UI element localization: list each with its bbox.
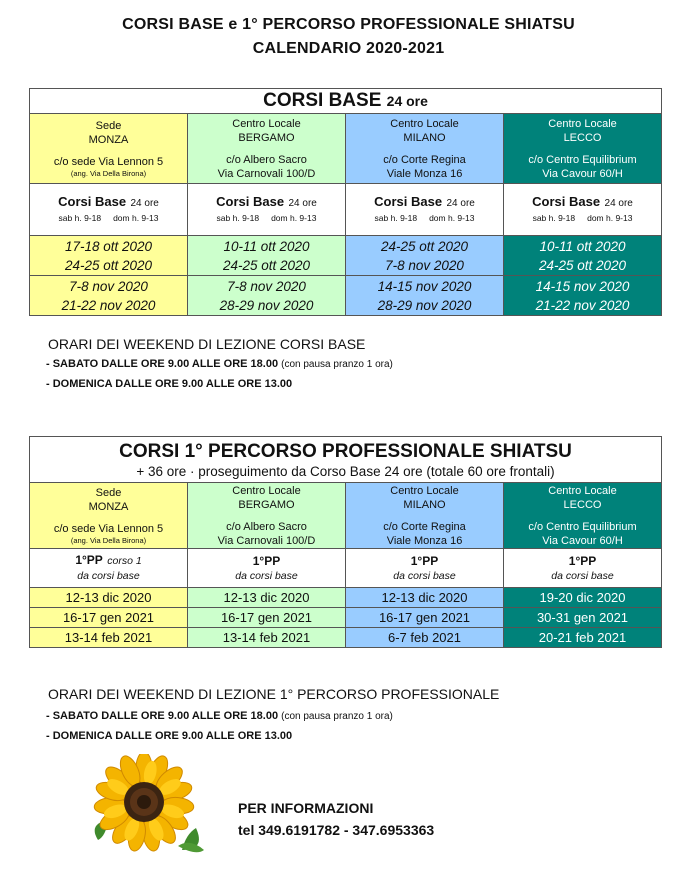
info-label: PER INFORMAZIONI: [238, 800, 374, 816]
date-cell: 16-17 gen 2021: [188, 608, 346, 628]
location-type: Centro Locale: [390, 117, 459, 130]
location-monza: [30, 114, 188, 184]
location-type: Sede: [95, 119, 122, 132]
pp-label: 1°PP: [252, 553, 281, 568]
saturday-hours: sab h. 9-18: [216, 212, 260, 223]
location-address: Via Cavour 60/H: [542, 167, 623, 180]
location-bergamo: [188, 483, 346, 549]
date: 21-22 nov 2020: [535, 297, 630, 313]
date-cell: 30-31 gen 2021: [504, 608, 662, 628]
location-city: MONZA: [88, 500, 129, 513]
location-city: LECCO: [563, 498, 602, 511]
info-phones: tel 349.6191782 - 347.6953363: [238, 822, 435, 838]
course-info-cell: [30, 184, 188, 236]
location-type: Sede: [95, 486, 122, 499]
course-label: Corsi Base: [216, 193, 285, 209]
corsi-base-table: [29, 88, 662, 316]
date: 10-11 ott 2020: [539, 238, 626, 254]
location-bergamo: [188, 114, 346, 184]
date: 28-29 nov 2020: [219, 297, 314, 313]
location-monza: [30, 483, 188, 549]
sunday-hours: dom h. 9-13: [429, 212, 475, 223]
dates-row-weekend-1-2: [30, 236, 662, 276]
location-venue: c/o Centro Equilibrium: [528, 520, 637, 533]
pp-info-row: [30, 549, 662, 588]
pp-hours-list: [46, 710, 393, 750]
date: 7-8 nov 2020: [227, 278, 306, 294]
corsi-base-header-text: CORSI BASE: [263, 90, 382, 111]
location-lecco: [504, 483, 662, 549]
date: 28-29 nov 2020: [377, 297, 472, 313]
sunday-hours-text: - DOMENICA DALLE ORE 9.00 ALLE ORE 13.00: [46, 730, 293, 742]
pp-from: da corsi base: [77, 570, 140, 582]
location-address: (ang. Via Della Birona): [70, 535, 147, 545]
location-venue: c/o Centro Equilibrium: [528, 153, 637, 166]
corsi-base-header-hours: 24 ore: [386, 93, 428, 109]
location-type: Centro Locale: [548, 484, 617, 497]
pp-from: da corsi base: [393, 569, 456, 582]
date: 7-8 nov 2020: [69, 278, 148, 294]
course-hours: 24 ore: [446, 197, 475, 209]
pp-dates-row-3: [30, 628, 662, 648]
date: 7-8 nov 2020: [385, 257, 464, 273]
pp-label: 1°PP: [75, 553, 103, 567]
course-info-cell: [504, 184, 662, 236]
date-cell: [30, 236, 188, 276]
location-milano: [346, 114, 504, 184]
date-cell: [504, 236, 662, 276]
location-type: Centro Locale: [232, 117, 301, 130]
date-cell: 12-13 dic 2020: [30, 588, 188, 608]
date-cell: [346, 236, 504, 276]
pp-dates-row-2: [30, 608, 662, 628]
date-cell: [30, 276, 188, 316]
date: 21-22 nov 2020: [61, 297, 156, 313]
lunch-note: (con pausa pranzo 1 ora): [281, 711, 393, 722]
course-info-cell: [346, 184, 504, 236]
date-cell: [188, 236, 346, 276]
location-address: Viale Monza 16: [386, 167, 463, 180]
location-city: MONZA: [88, 133, 129, 146]
percorso-table: [29, 436, 662, 648]
course-hours: 24 ore: [604, 197, 633, 209]
date-cell: 12-13 dic 2020: [346, 588, 504, 608]
course-info-row: [30, 184, 662, 236]
saturday-hours: sab h. 9-18: [532, 212, 576, 223]
location-lecco: [504, 114, 662, 184]
date-cell: [188, 276, 346, 316]
sunday-hours: dom h. 9-13: [271, 212, 317, 223]
pp-dates-row-1: [30, 588, 662, 608]
date-cell: 19-20 dic 2020: [504, 588, 662, 608]
location-milano: [346, 483, 504, 549]
pp-label: 1°PP: [410, 553, 439, 568]
saturday-hours: sab h. 9-18: [58, 212, 102, 223]
base-hours-title: ORARI DEI WEEKEND DI LEZIONE CORSI BASE: [48, 336, 366, 352]
date-cell: 20-21 feb 2021: [504, 628, 662, 648]
date: 24-25 ott 2020: [222, 257, 311, 273]
date: 17-18 ott 2020: [64, 238, 153, 254]
location-address: (ang. Via Della Birona): [70, 168, 147, 178]
course-hours: 24 ore: [288, 197, 317, 209]
date-cell: 13-14 feb 2021: [188, 628, 346, 648]
course-info-cell: [188, 184, 346, 236]
date-cell: 16-17 gen 2021: [346, 608, 504, 628]
pp-hours-title: ORARI DEI WEEKEND DI LEZIONE 1° PERCORSO PROFESSIONALE: [48, 686, 500, 702]
sunday-hours-text: - DOMENICA DALLE ORE 9.00 ALLE ORE 13.00: [46, 378, 293, 390]
course-label: Corsi Base: [532, 193, 601, 209]
date: 14-15 nov 2020: [535, 278, 630, 294]
date: 14-15 nov 2020: [377, 278, 472, 294]
lunch-note: (con pausa pranzo 1 ora): [281, 359, 393, 370]
pp-hours-sunday: [46, 730, 393, 750]
location-address: Viale Monza 16: [386, 534, 463, 547]
date-cell: 13-14 feb 2021: [30, 628, 188, 648]
date: 24-25 ott 2020: [380, 238, 469, 254]
sunday-hours: dom h. 9-13: [587, 212, 633, 223]
date: 10-11 ott 2020: [223, 238, 310, 254]
location-city: BERGAMO: [238, 131, 295, 144]
dates-row-weekend-3-4: [30, 276, 662, 316]
location-type: Centro Locale: [232, 484, 301, 497]
percorso-header-text: CORSI 1° PERCORSO PROFESSIONALE SHIATSU: [119, 440, 572, 462]
location-venue: c/o Albero Sacro: [226, 520, 307, 533]
pp-info-cell: [188, 549, 346, 588]
percorso-header: [30, 437, 662, 483]
base-hours-list: [46, 358, 393, 398]
date-cell: 12-13 dic 2020: [188, 588, 346, 608]
location-venue: c/o sede Via Lennon 5: [53, 155, 164, 168]
location-address: Via Carnovali 100/D: [217, 534, 316, 547]
pp-info-cell: [504, 549, 662, 588]
location-venue: c/o sede Via Lennon 5: [53, 522, 164, 535]
pp-label: 1°PP: [568, 553, 597, 568]
pp-label-suffix: corso 1: [107, 555, 142, 567]
base-hours-saturday: [46, 358, 393, 378]
pp-info-cell: [346, 549, 504, 588]
date-cell: [346, 276, 504, 316]
base-hours-sunday: [46, 378, 393, 398]
location-venue: c/o Corte Regina: [383, 520, 466, 533]
location-city: LECCO: [563, 131, 602, 144]
saturday-hours-text: - SABATO DALLE ORE 9.00 ALLE ORE 18.00: [46, 358, 279, 370]
location-city: MILANO: [403, 498, 446, 511]
location-address: Via Carnovali 100/D: [217, 167, 316, 180]
course-label: Corsi Base: [58, 193, 127, 209]
location-type: Centro Locale: [548, 117, 617, 130]
corsi-base-header: [30, 89, 662, 114]
sunday-hours: dom h. 9-13: [113, 212, 159, 223]
date-cell: [504, 276, 662, 316]
document-subtitle: CALENDARIO 2020-2021: [252, 40, 445, 57]
course-hours: 24 ore: [130, 197, 159, 209]
location-venue: c/o Corte Regina: [383, 153, 466, 166]
percorso-subheader: + 36 ore · proseguimento da Corso Base 24 ore (totale 60 ore frontali): [136, 463, 555, 479]
pp-info-cell: [30, 549, 188, 588]
date: 24-25 ott 2020: [538, 257, 627, 273]
location-type: Centro Locale: [390, 484, 459, 497]
sunflower-image: [78, 754, 210, 858]
date-cell: 16-17 gen 2021: [30, 608, 188, 628]
location-city: MILANO: [403, 131, 446, 144]
saturday-hours-text: - SABATO DALLE ORE 9.00 ALLE ORE 18.00: [46, 710, 279, 722]
pp-hours-saturday: [46, 710, 393, 730]
location-address: Via Cavour 60/H: [542, 534, 623, 547]
location-city: BERGAMO: [238, 498, 295, 511]
saturday-hours: sab h. 9-18: [374, 212, 418, 223]
pp-from: da corsi base: [551, 569, 614, 582]
document-title: CORSI BASE e 1° PERCORSO PROFESSIONALE SHIATSU: [122, 16, 575, 33]
pp-from: da corsi base: [235, 569, 298, 582]
course-label: Corsi Base: [374, 193, 443, 209]
location-venue: c/o Albero Sacro: [226, 153, 307, 166]
date: 24-25 ott 2020: [64, 257, 153, 273]
date-cell: 6-7 feb 2021: [346, 628, 504, 648]
